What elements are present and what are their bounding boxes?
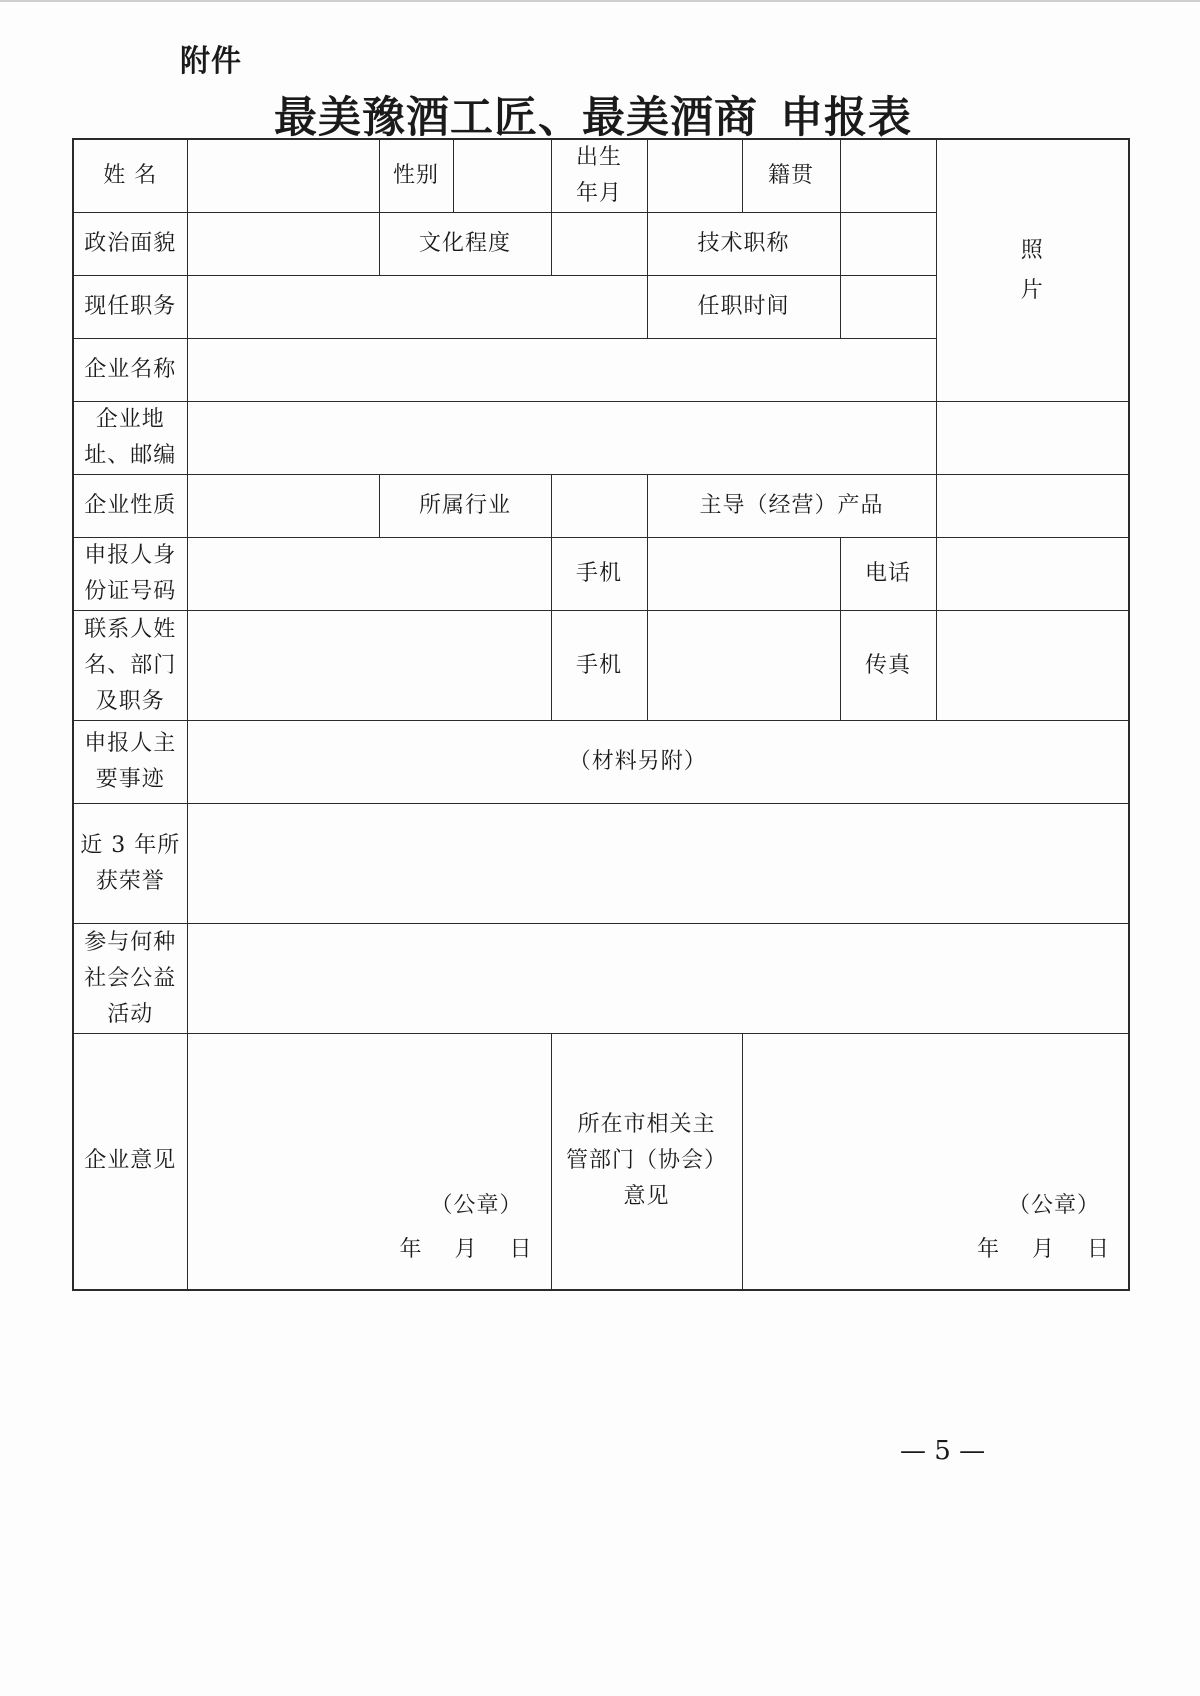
company-address-label: 企业地 址、邮编: [73, 402, 187, 475]
application-form-table: [72, 138, 1130, 1291]
fax-field[interactable]: [936, 611, 1129, 721]
company-nature-field[interactable]: [187, 475, 379, 538]
id-number-field[interactable]: [187, 538, 551, 611]
contact-mobile-field[interactable]: [647, 611, 840, 721]
form-title-suffix: 申报表: [780, 93, 912, 143]
row-company-nature: [73, 475, 1129, 538]
department-opinion-field[interactable]: [742, 1034, 1129, 1290]
tech-title-label: 技术职称: [647, 213, 840, 276]
main-product-label: 主导（经营）产品: [647, 475, 936, 538]
position-label: 现任职务: [73, 276, 187, 339]
mobile-field[interactable]: [647, 538, 840, 611]
honors-field[interactable]: [187, 804, 1129, 924]
position-field[interactable]: [187, 276, 647, 339]
phone-field[interactable]: [936, 538, 1129, 611]
row-main-deeds: [73, 721, 1129, 804]
political-status-label: 政治面貌: [73, 213, 187, 276]
main-deeds-field[interactable]: [187, 721, 1129, 804]
attachment-label: 附件: [180, 44, 242, 79]
company-name-label: 企业名称: [73, 339, 187, 402]
education-field[interactable]: [551, 213, 647, 276]
company-address-extra-field[interactable]: [936, 402, 1129, 475]
photo-box[interactable]: 照 片: [936, 139, 1129, 402]
phone-label: 电话: [840, 538, 936, 611]
row-public-welfare: [73, 924, 1129, 1034]
contact-field[interactable]: [187, 611, 551, 721]
company-address-field[interactable]: [187, 402, 936, 475]
department-opinion-label: 所在市相关主 管部门（协会） 意见: [551, 1034, 742, 1290]
tenure-field[interactable]: [840, 276, 936, 339]
gender-field[interactable]: [453, 139, 551, 213]
name-label: 姓 名: [73, 139, 187, 213]
row-contact: [73, 611, 1129, 721]
birth-label: 出生 年月: [551, 139, 647, 213]
public-welfare-label: 参与何种 社会公益 活动: [73, 924, 187, 1034]
birth-field[interactable]: [647, 139, 742, 213]
contact-mobile-label: 手机: [551, 611, 647, 721]
fax-label: 传真: [840, 611, 936, 721]
name-field[interactable]: [187, 139, 379, 213]
education-label: 文化程度: [379, 213, 551, 276]
department-seal-label: （公章）: [1008, 1193, 1101, 1219]
main-product-field[interactable]: [936, 475, 1129, 538]
native-place-field[interactable]: [840, 139, 936, 213]
political-status-field[interactable]: [187, 213, 379, 276]
company-date-label: 年 月 日: [399, 1237, 533, 1263]
materials-attached-note: （材料另附）: [568, 749, 707, 774]
company-nature-label: 企业性质: [73, 475, 187, 538]
contact-label: 联系人姓 名、部门 及职务: [73, 611, 187, 721]
id-number-label: 申报人身 份证号码: [73, 538, 187, 611]
mobile-label: 手机: [551, 538, 647, 611]
public-welfare-field[interactable]: [187, 924, 1129, 1034]
industry-label: 所属行业: [379, 475, 551, 538]
form-title-main: 最美豫酒工匠、最美酒商: [274, 93, 758, 143]
top-border-line: [0, 0, 1200, 2]
main-deeds-label: 申报人主 要事迹: [73, 721, 187, 804]
tech-title-field[interactable]: [840, 213, 936, 276]
native-place-label: 籍贯: [742, 139, 840, 213]
company-name-field[interactable]: [187, 339, 936, 402]
gender-label: 性别: [379, 139, 453, 213]
row-opinions: [73, 1034, 1129, 1290]
industry-field[interactable]: [551, 475, 647, 538]
company-opinion-field[interactable]: [187, 1034, 551, 1290]
tenure-label: 任职时间: [647, 276, 840, 339]
row-id-number: [73, 538, 1129, 611]
row-basic-info: [73, 139, 1129, 213]
company-opinion-label: 企业意见: [73, 1034, 187, 1290]
department-date-label: 年 月 日: [977, 1237, 1111, 1263]
form-title: [274, 84, 912, 145]
page-number: — 5 —: [900, 1436, 986, 1466]
row-honors: [73, 804, 1129, 924]
honors-label: 近 3 年所 获荣誉: [73, 804, 187, 924]
company-seal-label: （公章）: [430, 1193, 523, 1219]
row-company-address: [73, 402, 1129, 475]
